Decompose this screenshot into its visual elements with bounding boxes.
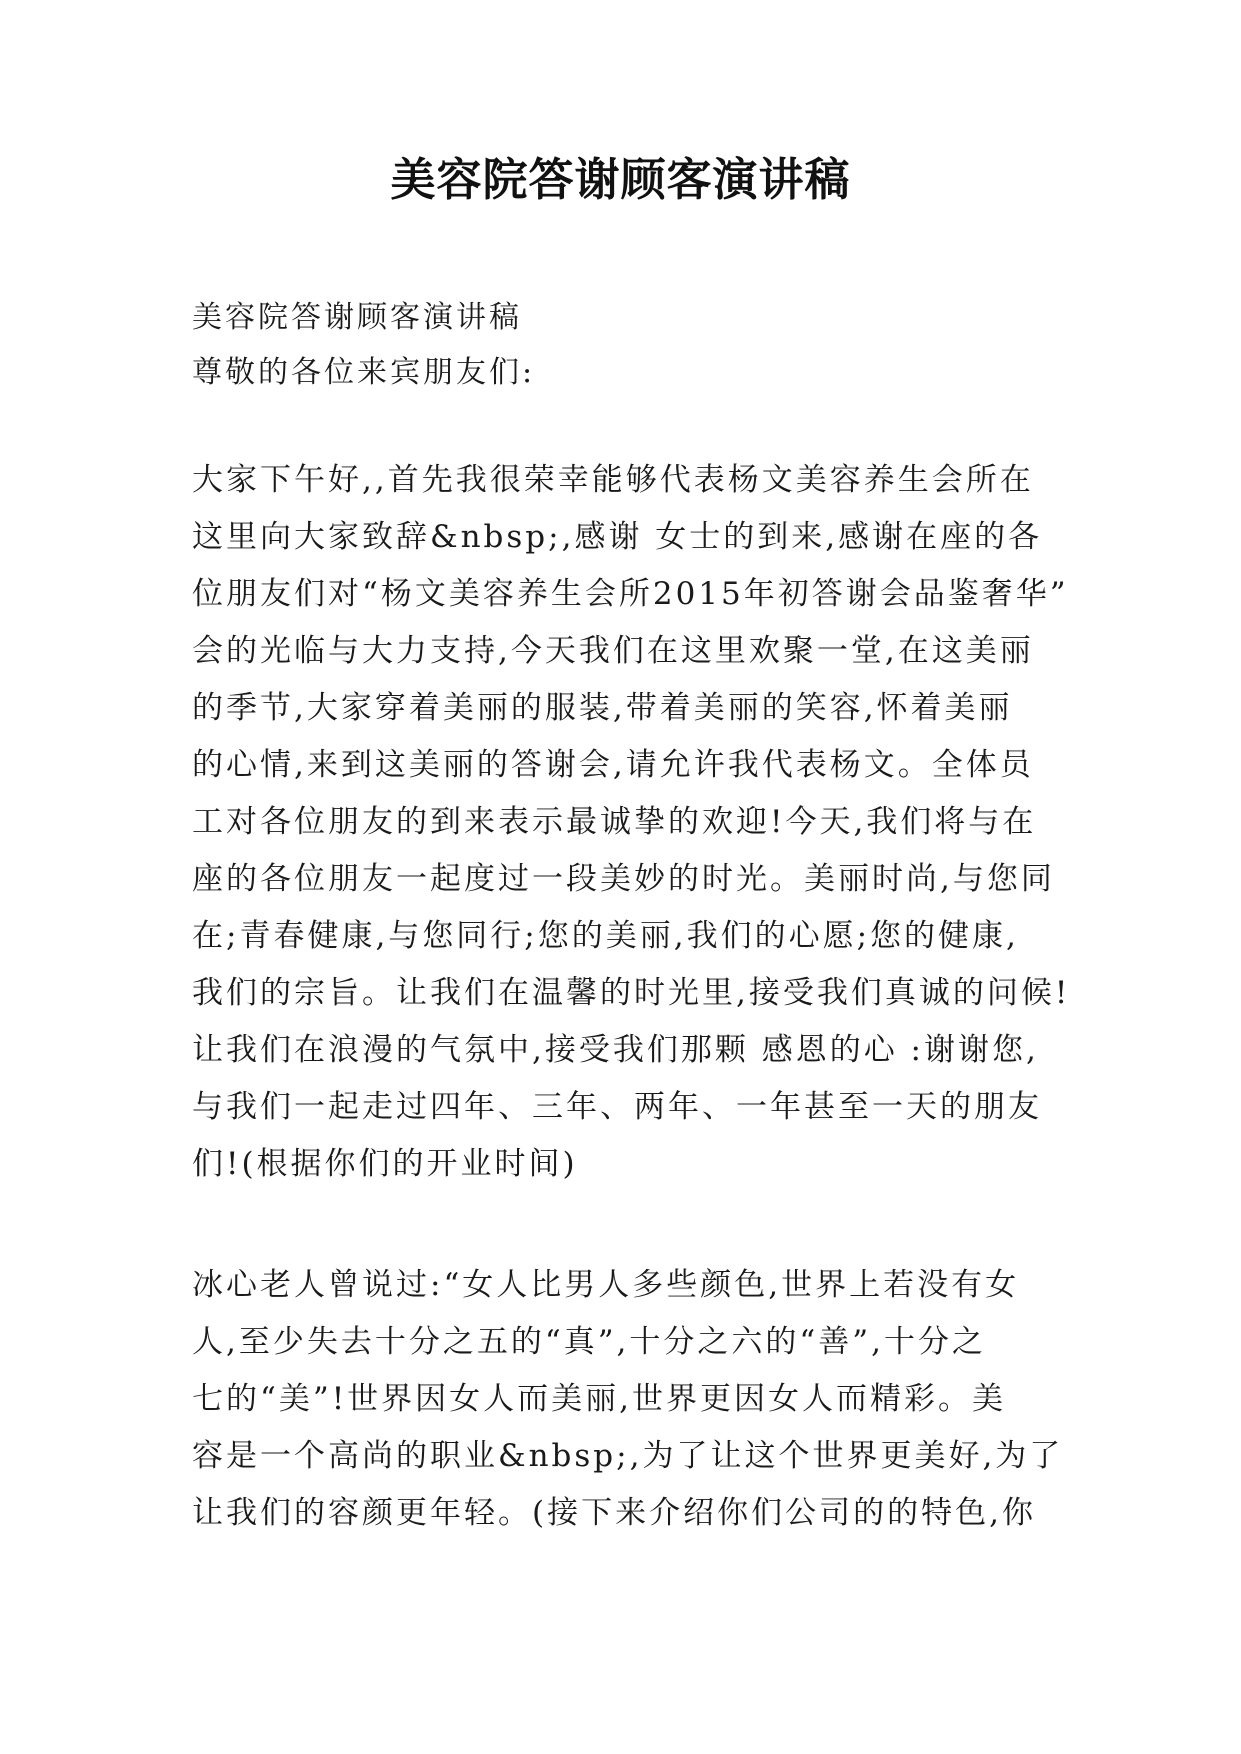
document-body [192,290,1072,1542]
paragraph-line: 工对各位朋友的到来表示最诚挚的欢迎!今天,我们将与在 [192,804,1037,840]
paragraph-spacer [192,400,1072,452]
paragraph-line: 与我们一起走过四年、三年、两年、一年甚至一天的朋友 [192,1089,1042,1125]
paragraph-line: 位朋友们对“杨文美容养生会所2015年初答谢会品鉴奢华” [192,576,1069,612]
paragraph-line: 大家下午好,,首先我很荣幸能够代表杨文美容养生会所在 [192,462,1034,498]
paragraph-line: 的心情,来到这美丽的答谢会,请允许我代表杨文。全体员 [192,747,1034,783]
paragraph-line: 们!(根据你们的开业时间) [192,1146,578,1182]
paragraph-line: 在;青春健康,与您同行;您的美丽,我们的心愿;您的健康, [192,918,1019,954]
paragraph-1 [192,452,1072,1193]
paragraph-line: 这里向大家致辞&nbsp;,感谢 女士的到来,感谢在座的各 [192,519,1043,555]
paragraph-line: 座的各位朋友一起度过一段美妙的时光。美丽时尚,与您同 [192,861,1055,897]
document-title: 美容院答谢顾客演讲稿 [390,153,851,206]
paragraph-line: 的季节,大家穿着美丽的服装,带着美丽的笑容,怀着美丽 [192,690,1013,726]
paragraph-line: 冰心老人曾说过:“女人比男人多些颜色,世界上若没有女 [192,1267,1020,1303]
paragraph-line: 我们的宗旨。让我们在温馨的时光里,接受我们真诚的问候! [192,975,1071,1011]
paragraph-line: 七的“美”!世界因女人而美丽,世界更因女人而精彩。美 [192,1381,1007,1417]
paragraph-line: 让我们在浪漫的气氛中,接受我们那颗 感恩的心 :谢谢您, [192,1032,1039,1068]
paragraph-line: 容是一个高尚的职业&nbsp;,为了让这个世界更美好,为了 [192,1438,1064,1474]
paragraph-2 [192,1257,1072,1542]
paragraph-spacer [192,1193,1072,1257]
paragraph-line: 会的光临与大力支持,今天我们在这里欢聚一堂,在这美丽 [192,633,1034,669]
paragraph-line: 人,至少失去十分之五的“真”,十分之六的“善”,十分之 [192,1324,986,1360]
paragraph-line: 让我们的容颜更年轻。(接下来介绍你们公司的的特色,你 [192,1495,1036,1531]
document-subtitle: 美容院答谢顾客演讲稿 [192,300,522,335]
salutation: 尊敬的各位来宾朋友们: [192,355,536,390]
